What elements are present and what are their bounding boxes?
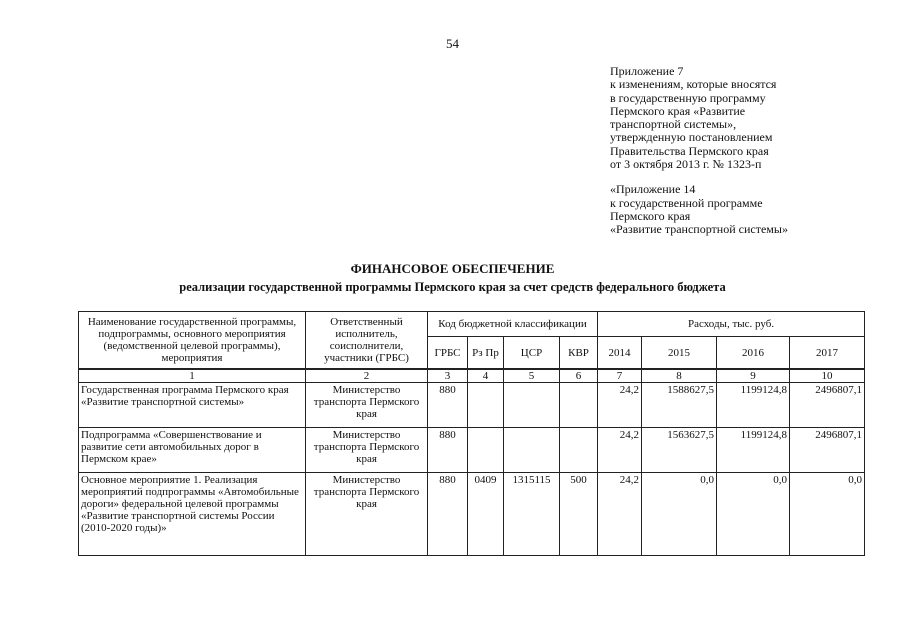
appendix-line: Правительства Пермского края [610,143,769,158]
header-grbs: ГРБС [428,337,468,370]
column-number: 7 [598,369,642,383]
cell-csr [504,383,560,428]
appendix-line: Приложение 7 [610,64,684,78]
cell-grbs: 880 [428,428,468,473]
page-number: 54 [446,36,459,51]
cell-rzpr [468,383,504,428]
cell-kvr [560,383,598,428]
cell-grbs: 880 [428,473,468,556]
header-year-2016: 2016 [717,337,790,370]
cell-2015: 1588627,5 [642,383,717,428]
cell-grbs: 880 [428,383,468,428]
header-executor: Ответственный исполнитель, соисполнители, участники (ГРБС) [306,312,428,370]
column-number-row [79,369,865,383]
cell-rzpr: 0409 [468,473,504,556]
appendix-line: «Приложение 14 [610,182,696,197]
cell-2014: 24,2 [598,473,642,556]
appendix-line: транспортной системы», [610,117,737,132]
cell-name: Подпрограмма «Совершенствование и развитие сети автомобильных дорог в Пермском крае» [79,428,306,473]
cell-2014: 24,2 [598,428,642,473]
column-number: 4 [468,369,504,383]
appendix-line: к государственной программе [610,195,763,210]
cell-2015: 1563627,5 [642,428,717,473]
table-row [79,383,865,428]
cell-2015: 0,0 [642,473,717,556]
document-subtitle: реализации государственной программы Пермского края за счет средств федерального бюджета [179,280,726,294]
table-row [79,473,865,556]
header-kvr: КВР [560,337,598,370]
column-number: 9 [717,369,790,383]
header-year-2017: 2017 [790,337,865,370]
cell-csr [504,428,560,473]
column-number: 8 [642,369,717,383]
cell-2017: 2496807,1 [790,383,865,428]
cell-2016: 1199124,8 [717,383,790,428]
header-budget-code: Код бюджетной классификации [428,312,598,337]
financing-table [78,311,865,556]
cell-name: Государственная программа Пермского края «Развитие транспортной системы» [79,383,306,428]
cell-executor: Министерство транспорта Пермского края [306,428,428,473]
appendix-line: в государственную программу [610,90,766,105]
cell-executor: Министерство транспорта Пермского края [306,473,428,556]
cell-kvr [560,428,598,473]
column-number: 3 [428,369,468,383]
header-name: Наименование государственной программы, подпрограммы, основного мероприятия (ведомственной целевой программы), мероприятия [79,312,306,370]
document-title: ФИНАНСОВОЕ ОБЕСПЕЧЕНИЕ [350,261,555,276]
column-number: 10 [790,369,865,383]
appendix-note [610,65,788,237]
table-row [79,428,865,473]
header-year-2015: 2015 [642,337,717,370]
appendix-line: от 3 октября 2013 г. № 1323-п [610,157,762,172]
header-expenses: Расходы, тыс. руб. [598,312,865,337]
column-number: 1 [79,369,306,383]
column-number: 5 [504,369,560,383]
column-number: 2 [306,369,428,383]
column-number: 6 [560,369,598,383]
cell-2017: 2496807,1 [790,428,865,473]
cell-2016: 1199124,8 [717,428,790,473]
appendix-line: «Развитие транспортной системы» [610,222,788,237]
appendix-line: Пермского края «Развитие [610,103,746,118]
cell-2017: 0,0 [790,473,865,556]
cell-2016: 0,0 [717,473,790,556]
header-csr: ЦСР [504,337,560,370]
cell-2014: 24,2 [598,383,642,428]
cell-kvr: 500 [560,473,598,556]
appendix-line: к изменениям, которые вносятся [610,77,777,92]
cell-csr: 1315115 [504,473,560,556]
appendix-line: утвержденную постановлением [610,130,773,145]
appendix-line: Пермского края [610,208,691,223]
header-year-2014: 2014 [598,337,642,370]
cell-rzpr [468,428,504,473]
cell-name: Основное мероприятие 1. Реализация мероприятий подпрограммы «Автомобильные дороги» федеральной целевой программы «Развитие транспортной системы России (2010-2020 годы)» [79,473,306,556]
header-rzpr: Рз Пр [468,337,504,370]
cell-executor: Министерство транспорта Пермского края [306,383,428,428]
